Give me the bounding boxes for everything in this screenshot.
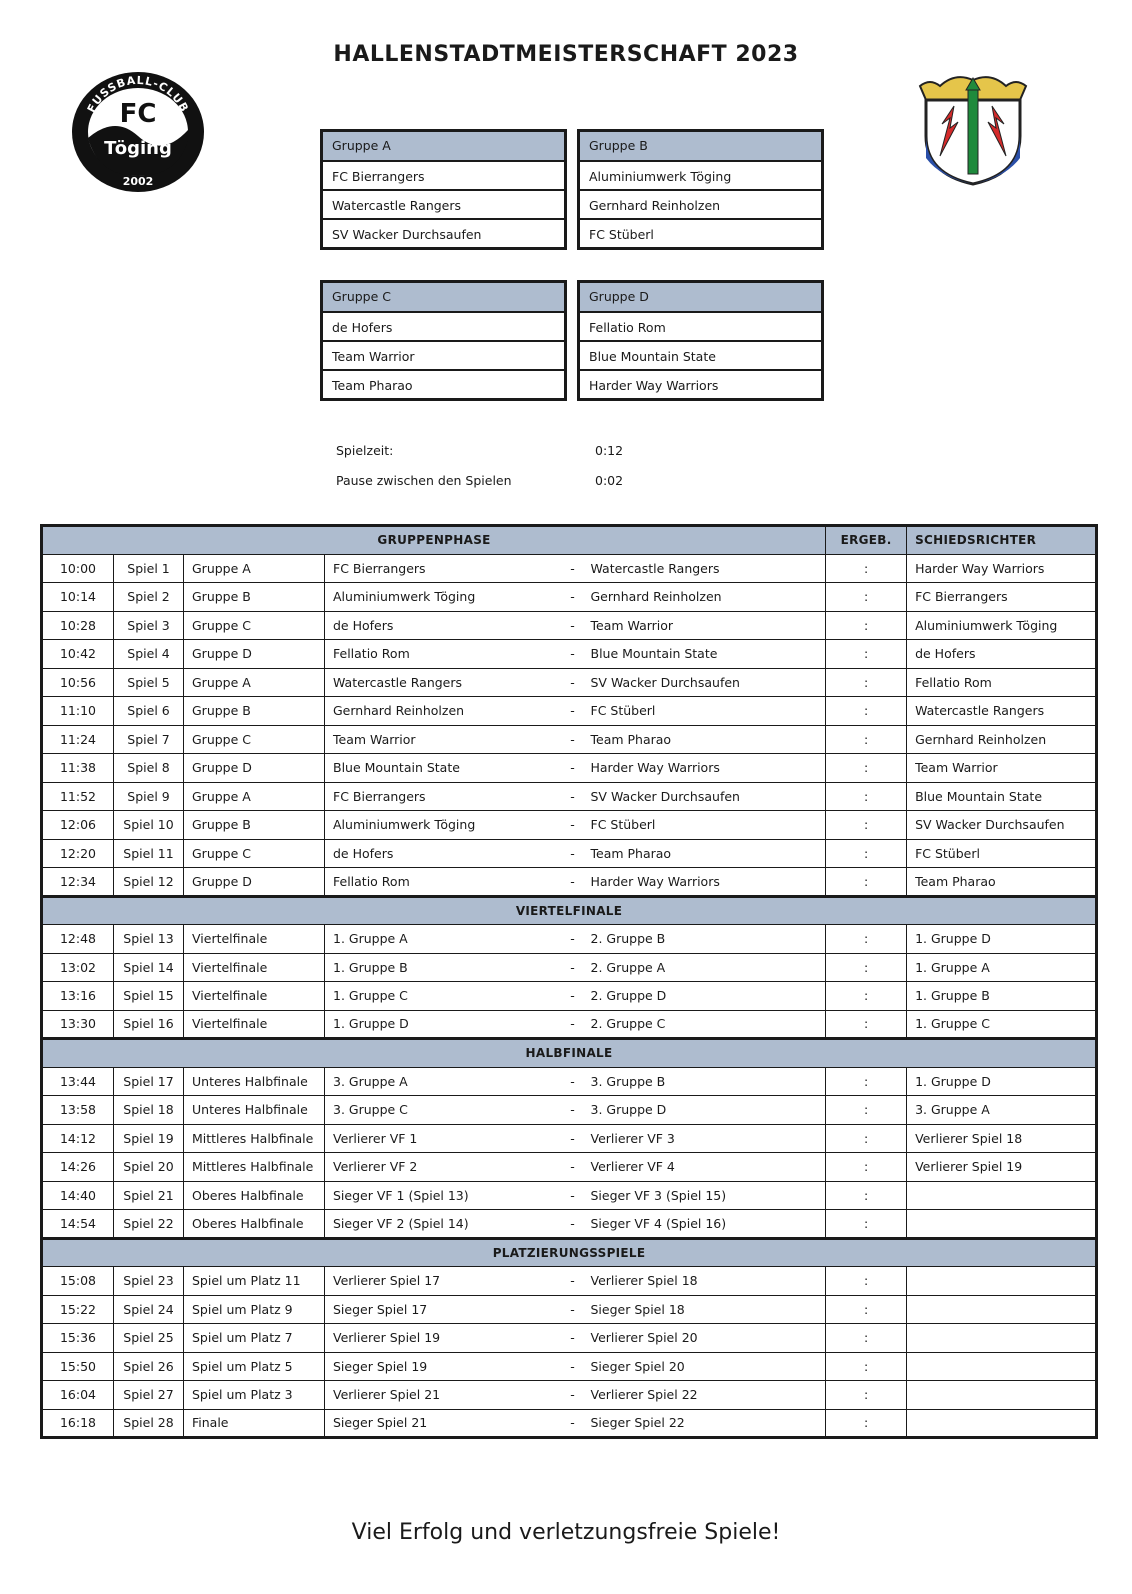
away-team: Harder Way Warriors: [583, 754, 826, 783]
away-team: SV Wacker Durchsaufen: [583, 782, 826, 811]
home-team: de Hofers: [325, 611, 563, 640]
away-team: SV Wacker Durchsaufen: [583, 668, 826, 697]
match-separator: -: [563, 1096, 583, 1125]
group-team: Team Pharao: [323, 369, 564, 398]
away-team: Gernhard Reinholzen: [583, 583, 826, 612]
match-referee: Watercastle Rangers: [907, 697, 1097, 726]
match-round: Gruppe A: [184, 782, 325, 811]
match-result: :: [826, 782, 907, 811]
match-round: Unteres Halbfinale: [184, 1067, 325, 1096]
group-team: Harder Way Warriors: [580, 369, 821, 398]
match-row: [42, 953, 1097, 982]
home-team: Sieger VF 2 (Spiel 14): [325, 1210, 563, 1239]
match-result: :: [826, 1181, 907, 1210]
match-time: 10:56: [42, 668, 114, 697]
match-round: Viertelfinale: [184, 1010, 325, 1039]
match-result: :: [826, 1153, 907, 1182]
home-team: 3. Gruppe A: [325, 1067, 563, 1096]
away-team: 3. Gruppe B: [583, 1067, 826, 1096]
section-header-row: [42, 1039, 1097, 1068]
match-row: [42, 697, 1097, 726]
match-row: [42, 1124, 1097, 1153]
match-result: :: [826, 982, 907, 1011]
match-separator: -: [563, 1181, 583, 1210]
match-row: [42, 583, 1097, 612]
logo-name: Töging: [104, 138, 172, 159]
match-row: [42, 1381, 1097, 1410]
home-team: 1. Gruppe D: [325, 1010, 563, 1039]
home-team: Sieger Spiel 21: [325, 1409, 563, 1438]
match-referee: Team Pharao: [907, 868, 1097, 897]
away-team: FC Stüberl: [583, 811, 826, 840]
match-round: Viertelfinale: [184, 925, 325, 954]
match-number: Spiel 24: [114, 1295, 184, 1324]
group-team: Team Warrior: [323, 340, 564, 369]
match-number: Spiel 17: [114, 1067, 184, 1096]
schedule-table: [40, 524, 1098, 1439]
match-separator: -: [563, 1409, 583, 1438]
match-row: [42, 611, 1097, 640]
match-row: [42, 811, 1097, 840]
match-round: Gruppe B: [184, 697, 325, 726]
match-result: :: [826, 1067, 907, 1096]
page-title: HALLENSTADTMEISTERSCHAFT 2023: [333, 42, 799, 67]
match-round: Gruppe D: [184, 868, 325, 897]
match-time: 12:48: [42, 925, 114, 954]
group-box-d: [577, 280, 824, 401]
match-number: Spiel 16: [114, 1010, 184, 1039]
match-time: 14:54: [42, 1210, 114, 1239]
match-round: Viertelfinale: [184, 953, 325, 982]
match-round: Gruppe C: [184, 839, 325, 868]
match-separator: -: [563, 1124, 583, 1153]
match-referee: [907, 1181, 1097, 1210]
away-team: Verlierer Spiel 20: [583, 1324, 826, 1353]
match-result: :: [826, 1409, 907, 1438]
match-time: 11:52: [42, 782, 114, 811]
match-result: :: [826, 725, 907, 754]
match-row: [42, 839, 1097, 868]
match-round: Gruppe D: [184, 754, 325, 783]
match-time: 15:08: [42, 1267, 114, 1296]
match-row: [42, 1295, 1097, 1324]
away-team: Team Pharao: [583, 839, 826, 868]
away-team: Sieger Spiel 22: [583, 1409, 826, 1438]
match-row: [42, 1067, 1097, 1096]
match-separator: -: [563, 1153, 583, 1182]
match-result: :: [826, 1381, 907, 1410]
match-row: [42, 668, 1097, 697]
match-row: [42, 725, 1097, 754]
logo-initials: FC: [119, 99, 157, 129]
group-title: Gruppe C: [323, 283, 564, 311]
match-number: Spiel 18: [114, 1096, 184, 1125]
match-number: Spiel 20: [114, 1153, 184, 1182]
match-time: 13:58: [42, 1096, 114, 1125]
home-team: 1. Gruppe A: [325, 925, 563, 954]
match-referee: Fellatio Rom: [907, 668, 1097, 697]
home-team: Blue Mountain State: [325, 754, 563, 783]
away-team: Team Warrior: [583, 611, 826, 640]
match-referee: Gernhard Reinholzen: [907, 725, 1097, 754]
match-separator: -: [563, 697, 583, 726]
section-header-row: [42, 1238, 1097, 1267]
match-row: [42, 925, 1097, 954]
pause-label: Pause zwischen den Spielen: [336, 473, 512, 488]
match-result: :: [826, 839, 907, 868]
section-header-row: [42, 526, 1097, 555]
match-number: Spiel 2: [114, 583, 184, 612]
home-team: 1. Gruppe C: [325, 982, 563, 1011]
group-team: Aluminiumwerk Töging: [580, 160, 821, 189]
home-team: Sieger Spiel 17: [325, 1295, 563, 1324]
match-referee: 3. Gruppe A: [907, 1096, 1097, 1125]
group-team: de Hofers: [323, 311, 564, 340]
spielzeit-value: 0:12: [595, 443, 624, 458]
match-separator: -: [563, 554, 583, 583]
home-team: Verlierer Spiel 17: [325, 1267, 563, 1296]
match-result: :: [826, 1295, 907, 1324]
match-time: 10:42: [42, 640, 114, 669]
group-team: Fellatio Rom: [580, 311, 821, 340]
match-row: [42, 1210, 1097, 1239]
match-row: [42, 1267, 1097, 1296]
away-team: 2. Gruppe B: [583, 925, 826, 954]
match-number: Spiel 4: [114, 640, 184, 669]
match-referee: FC Bierrangers: [907, 583, 1097, 612]
match-time: 12:34: [42, 868, 114, 897]
match-referee: Verlierer Spiel 18: [907, 1124, 1097, 1153]
away-team: Sieger VF 3 (Spiel 15): [583, 1181, 826, 1210]
match-result: :: [826, 1267, 907, 1296]
logo-arc-text: FUSSBALL-CLUB: [84, 73, 192, 115]
home-team: FC Bierrangers: [325, 782, 563, 811]
match-row: [42, 982, 1097, 1011]
match-separator: -: [563, 1267, 583, 1296]
match-result: :: [826, 754, 907, 783]
spielzeit-label: Spielzeit:: [336, 443, 394, 458]
match-separator: -: [563, 1324, 583, 1353]
match-round: Gruppe C: [184, 611, 325, 640]
group-team: Gernhard Reinholzen: [580, 189, 821, 218]
away-team: 2. Gruppe C: [583, 1010, 826, 1039]
match-referee: Harder Way Warriors: [907, 554, 1097, 583]
match-row: [42, 1409, 1097, 1438]
match-number: Spiel 7: [114, 725, 184, 754]
match-time: 11:38: [42, 754, 114, 783]
group-team: Watercastle Rangers: [323, 189, 564, 218]
match-row: [42, 782, 1097, 811]
home-team: FC Bierrangers: [325, 554, 563, 583]
match-round: Gruppe B: [184, 583, 325, 612]
home-team: 1. Gruppe B: [325, 953, 563, 982]
away-team: Blue Mountain State: [583, 640, 826, 669]
home-team: Team Warrior: [325, 725, 563, 754]
group-team: FC Stüberl: [580, 218, 821, 247]
match-round: Gruppe C: [184, 725, 325, 754]
match-separator: -: [563, 611, 583, 640]
match-referee: [907, 1352, 1097, 1381]
away-team: Harder Way Warriors: [583, 868, 826, 897]
match-result: :: [826, 925, 907, 954]
match-result: :: [826, 1210, 907, 1239]
match-time: 10:28: [42, 611, 114, 640]
match-round: Gruppe D: [184, 640, 325, 669]
match-number: Spiel 1: [114, 554, 184, 583]
match-number: Spiel 13: [114, 925, 184, 954]
match-result: :: [826, 640, 907, 669]
home-team: Fellatio Rom: [325, 640, 563, 669]
match-round: Gruppe A: [184, 554, 325, 583]
match-referee: 1. Gruppe C: [907, 1010, 1097, 1039]
match-referee: [907, 1267, 1097, 1296]
match-separator: -: [563, 1210, 583, 1239]
match-result: :: [826, 554, 907, 583]
match-referee: 1. Gruppe B: [907, 982, 1097, 1011]
match-row: [42, 1010, 1097, 1039]
match-separator: -: [563, 1352, 583, 1381]
group-title: Gruppe A: [323, 132, 564, 160]
match-round: Spiel um Platz 9: [184, 1295, 325, 1324]
match-row: [42, 1324, 1097, 1353]
match-row: [42, 1352, 1097, 1381]
group-team: Blue Mountain State: [580, 340, 821, 369]
match-referee: [907, 1409, 1097, 1438]
match-round: Spiel um Platz 7: [184, 1324, 325, 1353]
home-team: Sieger VF 1 (Spiel 13): [325, 1181, 563, 1210]
match-round: Oberes Halbfinale: [184, 1210, 325, 1239]
match-referee: SV Wacker Durchsaufen: [907, 811, 1097, 840]
match-time: 15:36: [42, 1324, 114, 1353]
match-round: Finale: [184, 1409, 325, 1438]
group-box-b: [577, 129, 824, 250]
match-number: Spiel 5: [114, 668, 184, 697]
match-separator: -: [563, 839, 583, 868]
home-team: Sieger Spiel 19: [325, 1352, 563, 1381]
match-referee: [907, 1295, 1097, 1324]
match-result: :: [826, 811, 907, 840]
match-result: :: [826, 611, 907, 640]
match-referee: FC Stüberl: [907, 839, 1097, 868]
match-number: Spiel 27: [114, 1381, 184, 1410]
home-team: Aluminiumwerk Töging: [325, 811, 563, 840]
referee-header: SCHIEDSRICHTER: [907, 526, 1097, 555]
home-team: Watercastle Rangers: [325, 668, 563, 697]
match-round: Oberes Halbfinale: [184, 1181, 325, 1210]
match-round: Viertelfinale: [184, 982, 325, 1011]
match-separator: -: [563, 640, 583, 669]
match-number: Spiel 28: [114, 1409, 184, 1438]
match-result: :: [826, 868, 907, 897]
home-team: Verlierer Spiel 19: [325, 1324, 563, 1353]
match-result: :: [826, 697, 907, 726]
match-separator: -: [563, 1010, 583, 1039]
match-row: [42, 868, 1097, 897]
home-team: Aluminiumwerk Töging: [325, 583, 563, 612]
section-title: HALBFINALE: [42, 1039, 1097, 1068]
match-number: Spiel 12: [114, 868, 184, 897]
match-time: 15:22: [42, 1295, 114, 1324]
match-referee: 1. Gruppe A: [907, 953, 1097, 982]
match-time: 14:12: [42, 1124, 114, 1153]
match-row: [42, 1153, 1097, 1182]
home-team: Verlierer Spiel 21: [325, 1381, 563, 1410]
match-time: 13:16: [42, 982, 114, 1011]
match-round: Mittleres Halbfinale: [184, 1153, 325, 1182]
match-separator: -: [563, 868, 583, 897]
group-title: Gruppe D: [580, 283, 821, 311]
coat-of-arms: [910, 66, 1036, 190]
match-time: 13:44: [42, 1067, 114, 1096]
away-team: 3. Gruppe D: [583, 1096, 826, 1125]
match-time: 15:50: [42, 1352, 114, 1381]
group-box-c: [320, 280, 567, 401]
group-title: Gruppe B: [580, 132, 821, 160]
away-team: Verlierer VF 3: [583, 1124, 826, 1153]
match-round: Mittleres Halbfinale: [184, 1124, 325, 1153]
match-number: Spiel 25: [114, 1324, 184, 1353]
match-time: 10:00: [42, 554, 114, 583]
away-team: Verlierer Spiel 18: [583, 1267, 826, 1296]
away-team: Watercastle Rangers: [583, 554, 826, 583]
match-separator: -: [563, 782, 583, 811]
away-team: Sieger Spiel 20: [583, 1352, 826, 1381]
match-number: Spiel 3: [114, 611, 184, 640]
match-time: 14:40: [42, 1181, 114, 1210]
away-team: Sieger VF 4 (Spiel 16): [583, 1210, 826, 1239]
home-team: de Hofers: [325, 839, 563, 868]
match-time: 11:24: [42, 725, 114, 754]
section-header-row: [42, 896, 1097, 925]
home-team: 3. Gruppe C: [325, 1096, 563, 1125]
match-number: Spiel 11: [114, 839, 184, 868]
group-team: FC Bierrangers: [323, 160, 564, 189]
home-team: Gernhard Reinholzen: [325, 697, 563, 726]
match-result: :: [826, 668, 907, 697]
match-referee: Verlierer Spiel 19: [907, 1153, 1097, 1182]
match-referee: 1. Gruppe D: [907, 925, 1097, 954]
match-round: Unteres Halbfinale: [184, 1096, 325, 1125]
match-referee: Aluminiumwerk Töging: [907, 611, 1097, 640]
match-result: :: [826, 953, 907, 982]
match-referee: Blue Mountain State: [907, 782, 1097, 811]
match-separator: -: [563, 953, 583, 982]
match-separator: -: [563, 668, 583, 697]
match-number: Spiel 9: [114, 782, 184, 811]
match-referee: [907, 1381, 1097, 1410]
away-team: 2. Gruppe D: [583, 982, 826, 1011]
match-time: 14:26: [42, 1153, 114, 1182]
match-number: Spiel 15: [114, 982, 184, 1011]
match-round: Spiel um Platz 3: [184, 1381, 325, 1410]
match-referee: [907, 1324, 1097, 1353]
match-number: Spiel 19: [114, 1124, 184, 1153]
section-title: VIERTELFINALE: [42, 896, 1097, 925]
home-team: Verlierer VF 2: [325, 1153, 563, 1182]
section-title: PLATZIERUNGSSPIELE: [42, 1238, 1097, 1267]
match-separator: -: [563, 725, 583, 754]
match-referee: de Hofers: [907, 640, 1097, 669]
match-result: :: [826, 1096, 907, 1125]
match-number: Spiel 8: [114, 754, 184, 783]
match-row: [42, 640, 1097, 669]
away-team: Team Pharao: [583, 725, 826, 754]
match-row: [42, 754, 1097, 783]
result-header: ERGEB.: [826, 526, 907, 555]
match-time: 10:14: [42, 583, 114, 612]
match-result: :: [826, 1124, 907, 1153]
group-box-a: [320, 129, 567, 250]
match-time: 13:30: [42, 1010, 114, 1039]
footer-message: Viel Erfolg und verletzungsfreie Spiele!: [351, 1520, 781, 1545]
match-number: Spiel 14: [114, 953, 184, 982]
match-row: [42, 1181, 1097, 1210]
match-separator: -: [563, 811, 583, 840]
match-referee: [907, 1210, 1097, 1239]
match-time: 12:20: [42, 839, 114, 868]
match-result: :: [826, 583, 907, 612]
match-round: Gruppe A: [184, 668, 325, 697]
match-time: 12:06: [42, 811, 114, 840]
match-round: Spiel um Platz 5: [184, 1352, 325, 1381]
match-time: 13:02: [42, 953, 114, 982]
match-result: :: [826, 1010, 907, 1039]
match-number: Spiel 10: [114, 811, 184, 840]
match-number: Spiel 23: [114, 1267, 184, 1296]
match-row: [42, 554, 1097, 583]
match-number: Spiel 22: [114, 1210, 184, 1239]
match-separator: -: [563, 1381, 583, 1410]
match-round: Gruppe B: [184, 811, 325, 840]
pause-value: 0:02: [595, 473, 624, 488]
match-separator: -: [563, 583, 583, 612]
match-separator: -: [563, 1067, 583, 1096]
away-team: Verlierer Spiel 22: [583, 1381, 826, 1410]
match-round: Spiel um Platz 11: [184, 1267, 325, 1296]
away-team: FC Stüberl: [583, 697, 826, 726]
match-result: :: [826, 1324, 907, 1353]
match-referee: 1. Gruppe D: [907, 1067, 1097, 1096]
fc-toeging-logo: [70, 70, 206, 194]
away-team: Verlierer VF 4: [583, 1153, 826, 1182]
match-time: 16:04: [42, 1381, 114, 1410]
match-number: Spiel 21: [114, 1181, 184, 1210]
match-result: :: [826, 1352, 907, 1381]
match-separator: -: [563, 982, 583, 1011]
group-team: SV Wacker Durchsaufen: [323, 218, 564, 247]
logo-year: 2002: [122, 175, 154, 188]
match-separator: -: [563, 754, 583, 783]
match-time: 16:18: [42, 1409, 114, 1438]
match-referee: Team Warrior: [907, 754, 1097, 783]
section-title: GRUPPENPHASE: [42, 526, 826, 555]
home-team: Fellatio Rom: [325, 868, 563, 897]
home-team: Verlierer VF 1: [325, 1124, 563, 1153]
match-number: Spiel 6: [114, 697, 184, 726]
away-team: 2. Gruppe A: [583, 953, 826, 982]
match-separator: -: [563, 1295, 583, 1324]
match-separator: -: [563, 925, 583, 954]
match-time: 11:10: [42, 697, 114, 726]
match-number: Spiel 26: [114, 1352, 184, 1381]
match-row: [42, 1096, 1097, 1125]
away-team: Sieger Spiel 18: [583, 1295, 826, 1324]
